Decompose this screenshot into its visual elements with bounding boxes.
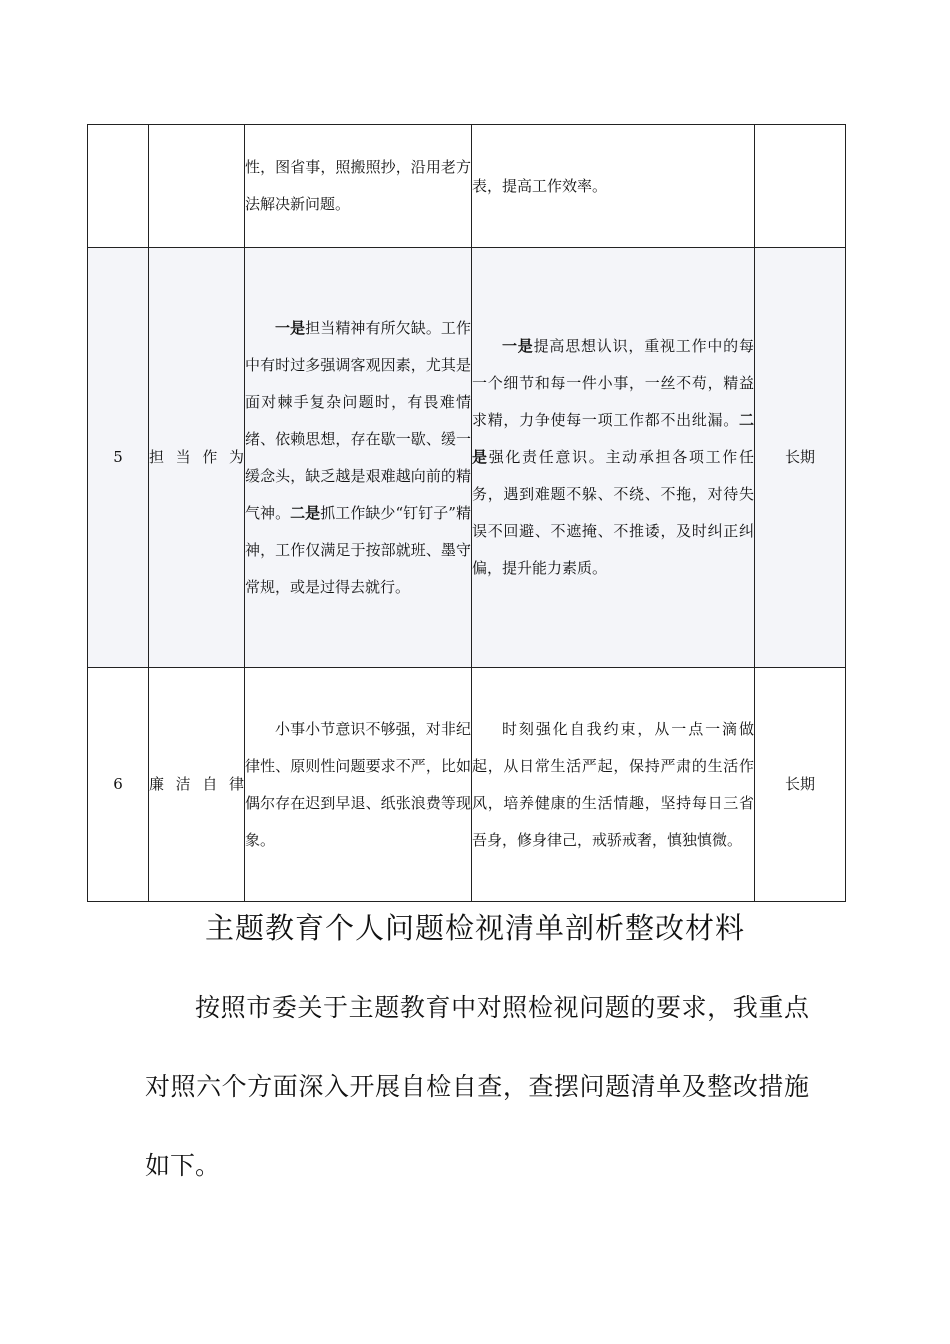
- measure-text-one: 提高思想认识，重视工作中的每一个细节和每一件小事，一丝不苟，精益求精，力争使每一项工作都不出纰漏。: [472, 337, 754, 429]
- document-body: [145, 968, 809, 1205]
- term-cell: 长期: [755, 248, 846, 668]
- problem-text-two: 抓工作缺少“钉钉子”精神，工作仅满足于按部就班、墨守常规，或是过得去就行。: [245, 503, 471, 596]
- measure-cell: 表，提高工作效率。: [472, 125, 755, 248]
- problem-text-one: 担当精神有所欠缺。工作中有时过多强调客观因素，尤其是面对棘手复杂问题时，有畏难情绪、依赖思想，存在歇一歇、缓一缓念头，缺乏越是艰难越向前的精气神。: [245, 318, 471, 522]
- measure-text-two: 强化责任意识。主动承担各项工作任务，遇到难题不躲、不绕、不拖，对待失误不回避、不遮掩、不推诿，及时纠正纠偏，提升能力素质。: [472, 448, 754, 577]
- measure-paragraph: 时刻强化自我约束，从一点一滴做起，从日常生活严起，保持严肃的生活作风，培养健康的生活情趣，坚持每日三省吾身，修身律己，戒骄戒奢，慎独慎微。: [472, 719, 754, 849]
- problem-paragraph: 小事小节意识不够强，对非纪律性、原则性问题要求不严，比如偶尔存在迟到早退、纸张浪费等现象。: [245, 719, 471, 849]
- problem-lead-two: 二是: [290, 503, 321, 522]
- inspection-table: [87, 124, 846, 902]
- table-row: [88, 248, 846, 668]
- table-row: [88, 668, 846, 902]
- problem-cell: 性，图省事，照搬照抄，沿用老方法解决新问题。: [245, 125, 472, 248]
- term-cell: [755, 125, 846, 248]
- problem-cell: [245, 668, 472, 902]
- measure-lead-two: 二是: [472, 411, 754, 466]
- measure-cell: [472, 668, 755, 902]
- row-number: [88, 125, 149, 248]
- table-row: [88, 125, 846, 248]
- row-number: 6: [88, 668, 149, 902]
- category-label: 担当作为: [149, 448, 244, 466]
- row-category: [149, 125, 245, 248]
- term-cell: 长期: [755, 668, 846, 902]
- row-category: [149, 248, 245, 668]
- measure-cell: [472, 248, 755, 668]
- document-title: 主题教育个人问题检视清单剖析整改材料: [204, 911, 745, 945]
- row-number: 5: [88, 248, 149, 668]
- measure-paragraph: [472, 328, 754, 587]
- problem-cell: [245, 248, 472, 668]
- intro-paragraph: 按照市委关于主题教育中对照检视问题的要求，我重点对照六个方面深入开展自检自查，查摆问题清单及整改措施如下。: [145, 993, 809, 1180]
- measure-lead-one: 一是: [502, 337, 534, 355]
- row-category: [149, 668, 245, 902]
- problem-lead-one: 一是: [275, 318, 306, 337]
- problem-paragraph: [245, 310, 471, 606]
- category-label: 廉洁自律: [149, 775, 244, 793]
